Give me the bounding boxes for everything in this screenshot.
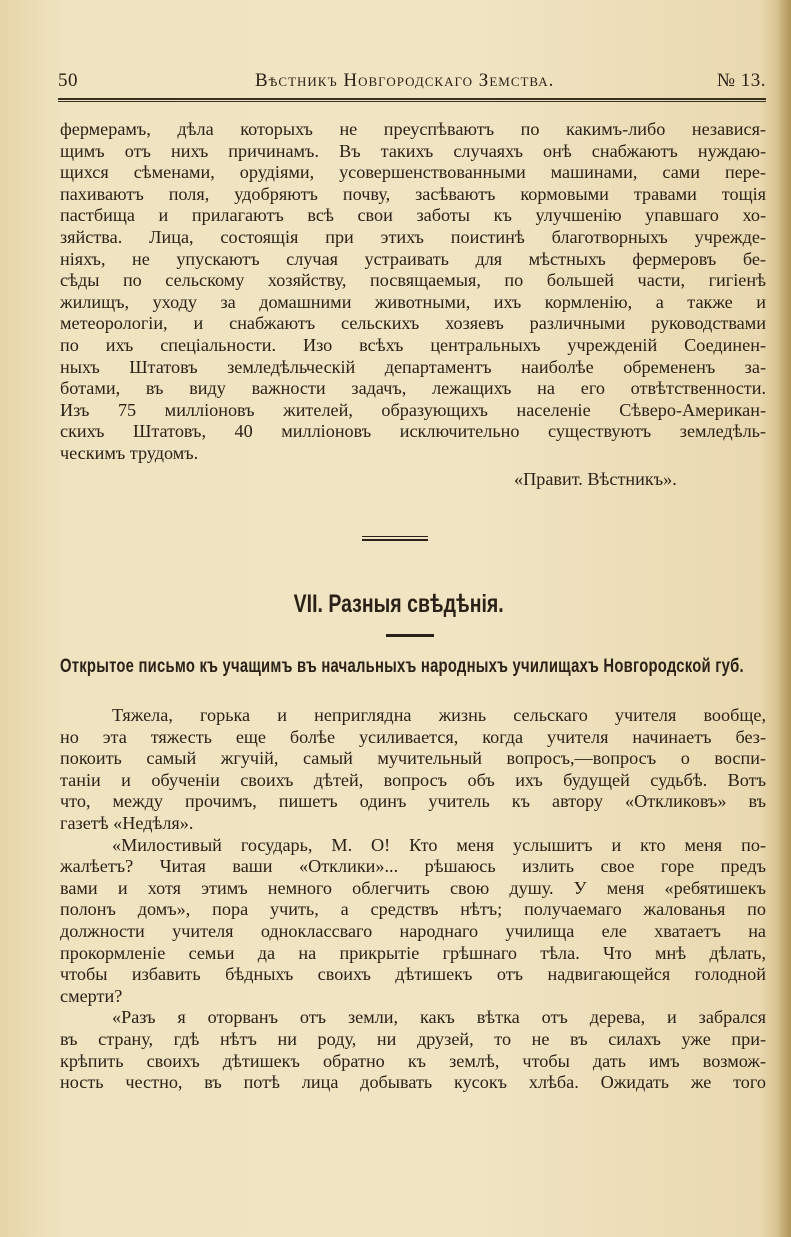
text-line: газетѣ «Недѣля».	[60, 812, 194, 833]
text-line: полонъ домъ», пора учить, а средствъ нѣтъ; получаемаго жалованья по	[60, 899, 766, 920]
text-line: ныхъ Штатовъ земледѣльческій департаментъ наиболѣе обремененъ за-	[60, 356, 766, 377]
text-line: жалѣетъ? Читая ваши «Отклики»... рѣшаюсь излить свое горе предъ	[60, 856, 766, 877]
text-line: фермерамъ, дѣла которыхъ не преуспѣваютъ по какимъ-либо независя-	[60, 119, 766, 139]
text-line: щихся сѣменами, орудіями, усовершенствованными машинами, сами пере-	[60, 162, 766, 183]
running-header	[58, 68, 766, 96]
text-line: въ страну, гдѣ нѣтъ ни роду, ни друзей, то не въ силахъ уже при-	[60, 1028, 766, 1049]
journal-title: Вѣстникъ Новгородскаго Земства.	[255, 70, 555, 91]
text-line: «Разъ я оторванъ отъ земли, какъ вѣтка отъ дерева, и забрался	[112, 1007, 766, 1028]
source-attribution: «Правит. Вѣстникъ».	[514, 469, 677, 489]
text-line: прокормленіе семьи да на прикрытіе грѣшнаго тѣла. Что мнѣ дѣлать,	[60, 942, 766, 963]
text-line: щимъ отъ нихъ причинамъ. Въ такихъ случаяхъ онѣ снабжаютъ нуждаю-	[60, 140, 766, 161]
text-line: жилищъ, уходу за домашними животными, ихъ кормленію, а также и	[60, 291, 766, 312]
section-divider-thick	[362, 539, 428, 541]
text-line: по ихъ спеціальности. Изо всѣхъ центральныхъ учрежденій Соединен-	[60, 334, 766, 355]
text-line: ніяхъ, не упускаютъ случая устраивать для мѣстныхъ фермеровъ бе-	[60, 248, 766, 269]
text-line: таніи и обученіи своихъ дѣтей, вопросъ объ ихъ будущей судьбѣ. Вотъ	[60, 769, 766, 790]
header-rule	[58, 98, 766, 100]
text-line: сѣды по сельскому хозяйству, посвящаемыя, по большей части, гигіенѣ	[60, 270, 766, 291]
title-underline	[386, 634, 434, 637]
section-title: VII. Разныя свѣдѣнія.	[293, 590, 504, 618]
text-line: Изъ 75 милліоновъ жителей, образующихъ населеніе Сѣверо-Американ-	[60, 399, 766, 420]
text-line: «Милостивый государь, М. О! Кто меня услышитъ и кто меня по-	[112, 834, 766, 855]
page-edge-shadow	[777, 0, 791, 1237]
text-line: крѣпить своихъ дѣтишекъ обратно къ землѣ, чтобы дать имъ возмож-	[60, 1050, 766, 1071]
article-subtitle: Открытое письмо къ учащимъ въ начальныхъ народныхъ училищахъ Новгородской губ.	[60, 656, 744, 677]
text-line: ботами, въ виду важности задачъ, лежащихъ на его отвѣтственности.	[60, 378, 766, 399]
section-divider	[362, 536, 428, 537]
text-line: должности учителя одноклассваго народнаго училища еле хватаетъ на	[60, 920, 766, 941]
text-line: пастбища и прилагаютъ всѣ свои заботы къ улучшенію упавшаго хо-	[60, 205, 766, 226]
header-rule-thin	[58, 101, 766, 102]
article-end-text	[60, 119, 766, 465]
text-line: покоить самый жгучій, самый мучительный вопросъ,—вопросъ о воспи-	[60, 748, 766, 769]
text-line: ческимъ трудомъ.	[60, 442, 199, 463]
text-line: но эта тяжесть еще болѣе усиливается, когда учителя начинаетъ без-	[60, 726, 766, 747]
text-line: смерти?	[60, 985, 123, 1006]
text-line: зяйства. Лица, состоящія при этихъ поистинѣ благотворныхъ учрежде-	[60, 226, 766, 247]
text-line: пахиваютъ поля, удобряютъ почву, засѣваютъ кормовыми травами тощія	[60, 183, 766, 204]
text-line: вами и хотя этимъ немного облегчить свою душу. У меня «ребятишекъ	[60, 877, 766, 898]
letter-body	[60, 705, 766, 1094]
text-line: ность честно, въ потѣ лица добывать кусокъ хлѣба. Ожидать же того	[60, 1072, 766, 1093]
text-line: Тяжела, горька и неприглядна жизнь сельскаго учителя вообще,	[112, 705, 766, 725]
text-line: что, между прочимъ, пишетъ одинъ учитель къ автору «Откликовъ» въ	[60, 791, 766, 812]
page-number: 50	[58, 70, 78, 91]
issue-number: № 13.	[716, 70, 766, 91]
text-line: метеорологіи, и снабжаютъ сельскихъ хозяевъ различными руководствами	[60, 313, 766, 334]
text-line: чтобы избавить бѣдныхъ своихъ дѣтишекъ отъ надвигающейся голодной	[60, 964, 766, 985]
text-line: скихъ Штатовъ, 40 милліоновъ исключительно существуютъ земледѣль-	[60, 421, 766, 442]
